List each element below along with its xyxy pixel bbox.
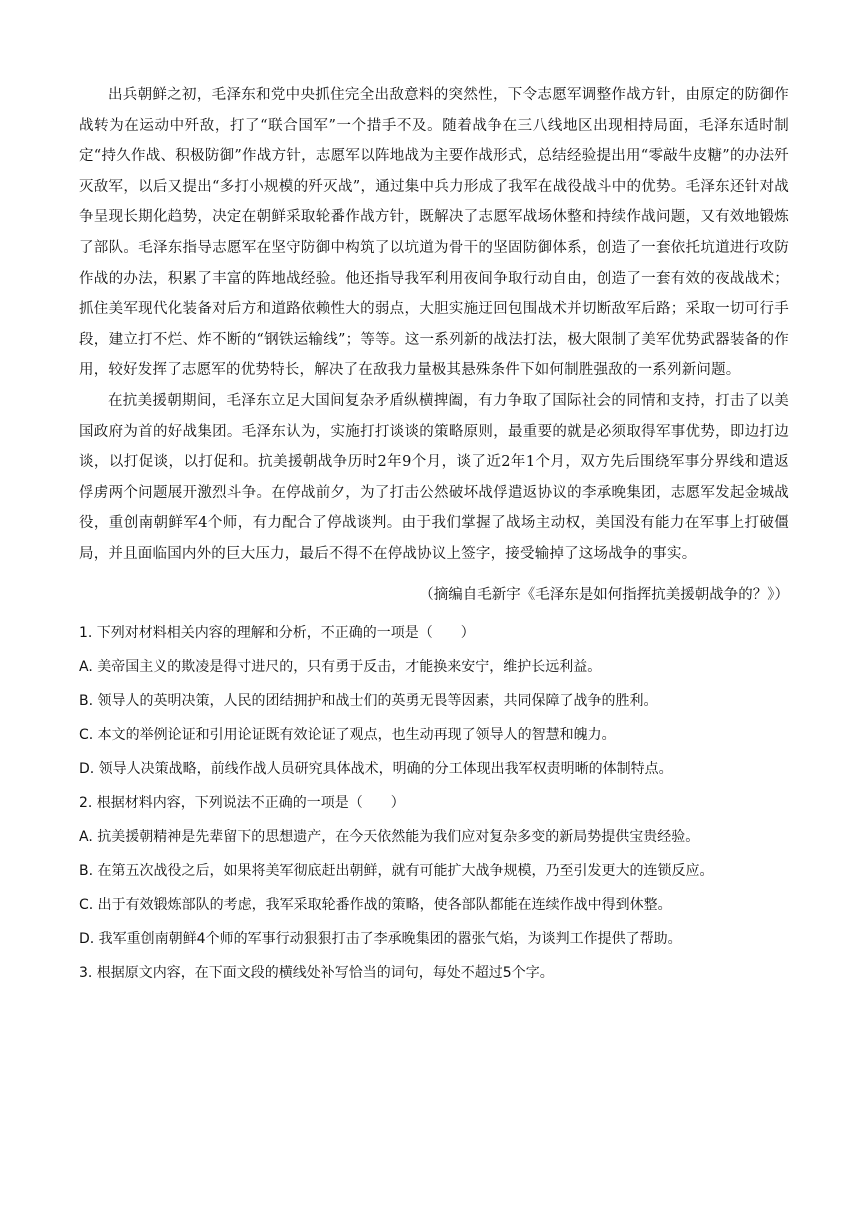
option-c: C. 本文的举例论证和引用论证既有效论证了观点，也生动再现了领导人的智慧和魄力。 xyxy=(79,726,616,743)
option-d: D. 我军重创南朝鲜4个师的军事行动狠狠打击了李承晚集团的嚣张气焰，为谈判工作提供了帮助。 xyxy=(79,930,682,947)
document-page xyxy=(79,80,789,990)
option-d: D. 领导人决策战略，前线作战人员研究具体战术，明确的分工体现出我军权责明晰的体制特点。 xyxy=(79,760,673,777)
question-stem: 1. 下列对材料相关内容的理解和分析，不正确的一项是（ ） xyxy=(79,624,475,641)
question-3 xyxy=(79,956,789,990)
article-paragraph-2: 在抗美援朝期间，毛泽东立足大国间复杂矛盾纵横捭阖，有力争取了国际社会的同情和支持，打击了以美国政府为首的好战集团。毛泽东认为，实施打打谈谈的策略原则，最重要的就是必须取得军事优势，即边打边谈，以打促谈，以打促和。抗美援朝战争历时2年9个月，谈了近2年1个月，双方先后围绕军事分界线和遣返俘虏两个问题展开激烈斗争。在停战前夕，为了打击公然破坏战俘遣返协议的李承晚集团，志愿军发起金城战役，重创南朝鲜军4个师，有力配合了停战谈判。由于我们掌握了战场主动权，美国没有能力在军事上打破僵局，并且面临国内外的巨大压力，最后不得不在停战协议上签字，接受输掉了这场战争的事实。 xyxy=(79,392,789,562)
option-a: A. 美帝国主义的欺凌是得寸进尺的，只有勇于反击，才能换来安宁，维护长远利益。 xyxy=(79,658,602,675)
article-source: （摘编自毛新宇《毛泽东是如何指挥抗美援朝战争的？》） xyxy=(419,586,789,603)
question-2 xyxy=(79,786,789,956)
option-a: A. 抗美援朝精神是先辈留下的思想遗产，在今天依然能为我们应对复杂多变的新局势提供宝贵经验。 xyxy=(79,828,700,845)
question-stem: 2. 根据材料内容，下列说法不正确的一项是（ ） xyxy=(79,794,405,811)
option-b: B. 在第五次战役之后，如果将美军彻底赶出朝鲜，就有可能扩大战争规模，乃至引发更大的连锁反应。 xyxy=(79,862,714,879)
question-stem: 3. 根据原文内容，在下面文段的横线处补写恰当的词句，每处不超过5个字。 xyxy=(79,964,554,981)
option-c: C. 出于有效锻炼部队的考虑，我军采取轮番作战的策略，使各部队都能在连续作战中得到休整。 xyxy=(79,896,672,913)
question-1 xyxy=(79,616,789,786)
article-paragraph-1: 出兵朝鲜之初，毛泽东和党中央抓住完全出敌意料的突然性，下令志愿军调整作战方针，由原定的防御作战转为在运动中歼敌，打了“联合国军”一个措手不及。随着战争在三八线地区出现相持局面，毛泽东适时制定“持久作战、积极防御”作战方针，志愿军以阵地战为主要作战形式，总结经验提出用“零敲牛皮糖”的办法歼灭敌军，以后又提出“多打小规模的歼灭战”，通过集中兵力形成了我军在战役战斗中的优势。毛泽东还针对战争呈现长期化趋势，决定在朝鲜采取轮番作战方针，既解决了志愿军战场休整和持续作战问题，又有效地锻炼了部队。毛泽东指导志愿军在坚守防御中构筑了以坑道为骨干的坚固防御体系，创造了一套依托坑道进行攻防作战的办法，积累了丰富的阵地战经验。他还指导我军利用夜间争取行动自由，创造了一套有效的夜战战术；抓住美军现代化装备对后方和道路依赖性大的弱点，大胆实施迂回包围战术并切断敌军后路；采取一切可行手段，建立打不烂、炸不断的“钢铁运输线”；等等。这一系列新的战法打法，极大限制了美军优势武器装备的作用，较好发挥了志愿军的优势特长，解决了在敌我力量极其悬殊条件下如何制胜强敌的一系列新问题。 xyxy=(79,87,789,379)
option-b: B. 领导人的英明决策，人民的团结拥护和战士们的英勇无畏等因素，共同保障了战争的胜利。 xyxy=(79,692,658,709)
